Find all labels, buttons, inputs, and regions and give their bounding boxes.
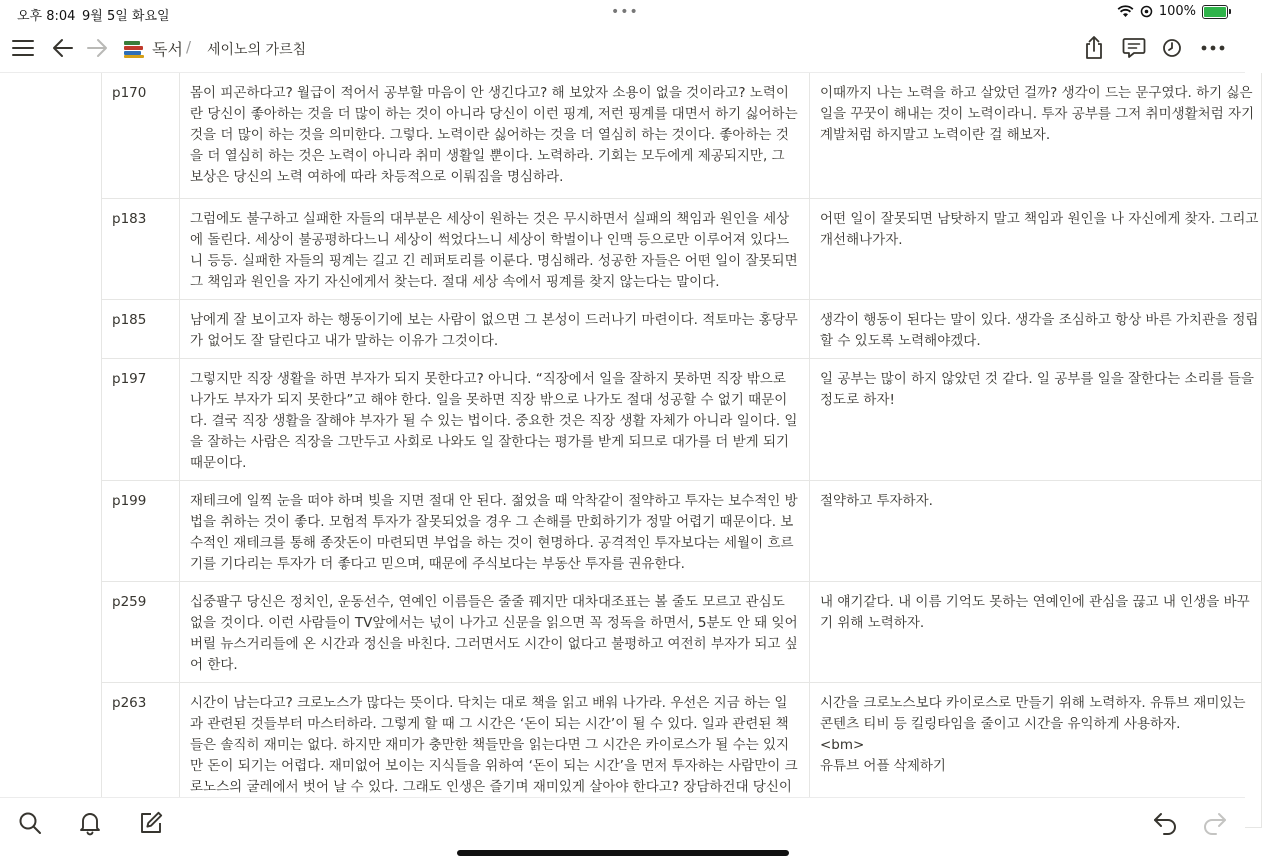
breadcrumb-parent-label: 독서: [152, 40, 183, 59]
hamburger-menu-icon[interactable]: [9, 34, 37, 62]
table-row: [102, 73, 1262, 198]
undo-icon[interactable]: [1150, 808, 1180, 838]
table-row: [102, 480, 1262, 581]
note-cell[interactable]: [810, 198, 1262, 299]
note-text: 일 공부는 많이 하지 않았던 것 같다. 일 공부를 일을 잘한다는 소리를 들을 정도로 하자!: [820, 370, 1254, 408]
bell-icon[interactable]: [75, 808, 105, 838]
note-text: 내 얘기같다. 내 이름 기억도 못하는 연예인에 관심을 끊고 내 인생을 바꾸기 위해 노력하자.: [820, 593, 1250, 631]
page-content: [0, 73, 1259, 797]
table-row: [102, 198, 1262, 299]
note-text: 어떤 일이 잘못되면 남탓하지 말고 책임과 원인을 나 자신에게 찾자. 그리고 개선해나가자.: [820, 210, 1259, 248]
quote-cell[interactable]: 십중팔구 당신은 정치인, 운동선수, 연예인 이름들은 줄줄 꿰지만 대차대조표는 볼 줄도 모르고 관심도 없을 것이다. 이런 사람들이 TV앞에서는 넋이 나가고 신문을 읽으면 꼭 정독을 하면서, 5분도 안 돼 잊어버릴 뉴스거리들에 온 시간과 정신을 바친다. 그러면서도 시간이 없다고 불평하고 여전히 부자가 되고 싶어 한다.: [180, 581, 810, 682]
note-cell[interactable]: [810, 480, 1262, 581]
top-navigation-bar: [0, 26, 1245, 73]
status-bar: [0, 0, 1245, 26]
quote-cell[interactable]: 그렇지만 직장 생활을 하면 부자가 되지 못한다고? 아니다. “직장에서 일을 잘하지 못하면 직장 밖으로 나가도 부자가 되지 못한다”고 해야 한다. 일을 못하면 직장 밖으로 나가도 절대 성공할 수 없기 때문이다. 결국 직장 생활을 잘해야 부자가 될 수 있는 법이다. 중요한 것은 직장 생활 자체가 아니라 일이다. 일을 잘하는 사람은 직장을 그만두고 사회로 나와도 일 잘한다는 평가를 받게 되므로 대가를 더 받게 되기 때문이다.: [180, 358, 810, 480]
page-number-cell[interactable]: p263: [102, 682, 180, 827]
breadcrumb-current-page[interactable]: 세이노의 가르침: [207, 42, 307, 58]
search-icon[interactable]: [15, 808, 45, 838]
quote-cell[interactable]: 그럼에도 불구하고 실패한 자들의 대부분은 세상이 원하는 것은 무시하면서 실패의 책임과 원인을 세상에 돌린다. 세상이 불공평하다느니 세상이 썩었다느니 세상이 학벌이나 인맥 등으로만 이루어져 있다느니 등등. 실패한 자들의 핑계는 길고 긴 레퍼토리를 이룬다. 명심해라. 성공한 자들은 어떤 일이 잘못되면 그 책임과 원인을 자기 자신에게서 찾는다. 절대 세상 속에서 핑계를 찾지 않는다는 말이다.: [180, 198, 810, 299]
table-row: [102, 358, 1262, 480]
note-text: 이때까지 나는 노력을 하고 살았던 걸까? 생각이 드는 문구였다. 하기 싫은 일을 꾸꿋이 해내는 것이 노력이라니. 투자 공부를 그저 취미생활처럼 자기계발처럼 하지말고 노력이란 걸 해보자.: [820, 85, 1255, 143]
quote-cell[interactable]: 몸이 피곤하다고? 월급이 적어서 공부할 마음이 안 생긴다고? 해 보았자 소용이 없을 것이라고? 노력이란 당신이 좋아하는 것을 더 많이 하는 것이 아니라 당신이 이런 핑계, 저런 핑계를 대면서 하기 싫어하는 것을 더 많이 하는 것을 의미한다. 그렇다. 노력이란 싫어하는 것을 더 열심히 하는 것이다. 좋아하는 것을 더 열심히 하는 것은 노력이 아니라 취미 생활일 뿐이다. 노력하라. 기회는 모두에게 제공되지만, 그 보상은 당신의 노력 여하에 따라 차등적으로 이뤄짐을 명심하라.: [180, 73, 810, 198]
quote-cell[interactable]: 남에게 잘 보이고자 하는 행동이기에 보는 사람이 없으면 그 본성이 드러나기 마련이다. 적토마는 홍당무가 없어도 잘 달린다고 내가 말하는 이유가 그것이다.: [180, 299, 810, 358]
page-number-cell[interactable]: p259: [102, 581, 180, 682]
page-number-cell[interactable]: p170: [102, 73, 180, 198]
note-text: 생각이 행동이 된다는 말이 있다. 생각을 조심하고 항상 바른 가치관을 정립할 수 있도록 노력해야겠다.: [820, 311, 1259, 349]
note-text: 절약하고 투자하자.: [820, 492, 933, 509]
forward-arrow-icon[interactable]: [83, 34, 111, 62]
status-indicators: [1117, 4, 1231, 19]
share-icon[interactable]: [1080, 34, 1108, 62]
quote-cell[interactable]: 재테크에 일찍 눈을 떠야 하며 빚을 지면 절대 안 된다. 젊었을 때 악착같이 절약하고 투자는 보수적인 방법을 취하는 것이 좋다. 모험적 투자가 잘못되었을 경우 그 손해를 만회하기가 정말 어렵기 때문이다. 보수적인 재테크를 통해 종잣돈이 마련되면 부업을 하는 것이 현명하다. 공격적인 투자보다는 세월이 흐르기를 기다리는 투자가 더 좋다고 믿으며, 때문에 주식보다는 부동산 투자를 권유한다.: [180, 480, 810, 581]
note-cell[interactable]: [810, 73, 1262, 198]
more-dots-icon[interactable]: [1199, 34, 1227, 62]
reading-notes-table: [101, 73, 1262, 828]
books-emoji-icon: [124, 40, 144, 58]
home-indicator[interactable]: [457, 850, 789, 856]
redo-icon[interactable]: [1200, 808, 1230, 838]
battery-percent: 100%: [1158, 4, 1196, 19]
table-row: [102, 581, 1262, 682]
note-cell[interactable]: [810, 358, 1262, 480]
clock-icon[interactable]: [1158, 34, 1186, 62]
note-cell[interactable]: [810, 581, 1262, 682]
table-row: [102, 299, 1262, 358]
wifi-icon: [1117, 5, 1134, 18]
page-number-cell[interactable]: p183: [102, 198, 180, 299]
breadcrumb-parent[interactable]: [124, 37, 183, 60]
note-cell[interactable]: [810, 299, 1262, 358]
page-number-cell[interactable]: p199: [102, 480, 180, 581]
status-time: 오후 8:04: [17, 9, 76, 24]
battery-tip-icon: [1229, 9, 1231, 14]
location-lock-icon: [1140, 5, 1153, 18]
note-text: 시간을 크로노스보다 카이로스로 만들기 위해 노력하자. 유튜브 재미있는 콘텐츠 티비 등 킬링타임을 줄이고 시간을 유익하게 사용하자. <bm> 유튜브 어플 삭제하기: [820, 694, 1246, 774]
breadcrumb-separator: /: [186, 38, 192, 56]
back-arrow-icon[interactable]: [49, 34, 77, 62]
battery-icon: [1202, 5, 1228, 19]
multitasking-dots-icon[interactable]: •••: [611, 4, 639, 20]
page-number-cell[interactable]: p197: [102, 358, 180, 480]
comment-icon[interactable]: [1120, 34, 1148, 62]
status-date: 9월 5일 화요일: [82, 9, 170, 24]
page-number-cell[interactable]: p185: [102, 299, 180, 358]
quote-cell[interactable]: 시간이 남는다고? 크로노스가 많다는 뜻이다. 닥치는 대로 책을 읽고 배워 나가라. 우선은 지금 하는 일과 관련된 것들부터 마스터하라. 그렇게 할 때 그 시간은 ‘돈이 되는 시간’이 될 수 있다. 일과 관련된 책들은 솔직히 재미는 없다. 하지만 재미가 충만한 책들만을 읽는다면 그 시간은 카이로스가 될 수는 있지만 돈이 되기는 어렵다. 재미없어 보이는 지식들을 위하여 ‘돈이 되는 시간’을 먼저 투자하는 사람만이 크로노스의 굴레에서 벗어 날 수 있다. 그래도 인생은 즐기며 재미있게 살아야 한다고? 장담하건대 당신이: [180, 682, 810, 827]
compose-icon[interactable]: [136, 808, 166, 838]
